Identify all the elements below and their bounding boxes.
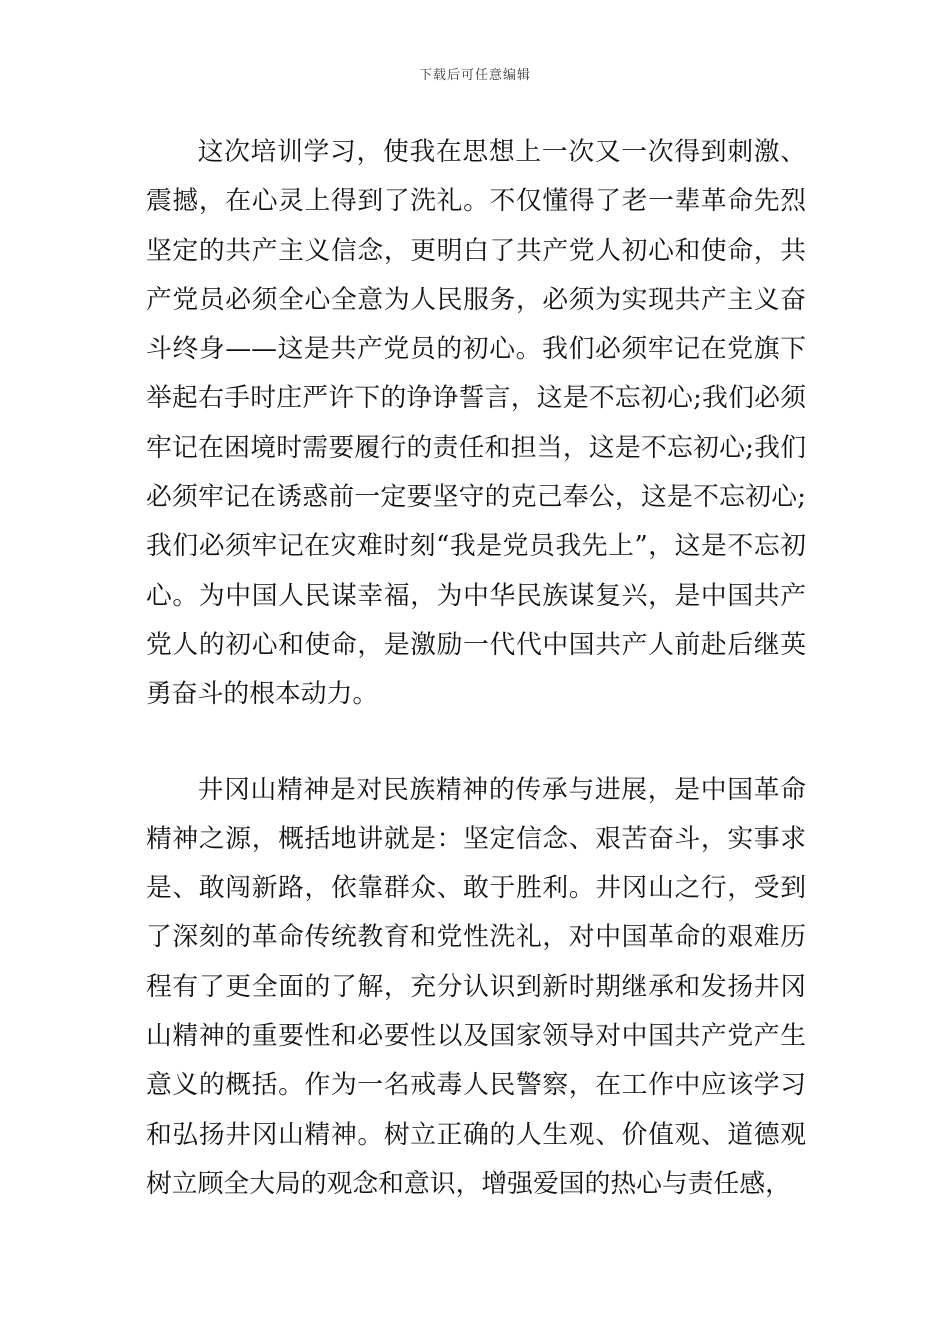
paragraph-1: 这次培训学习，使我在思想上一次又一次得到刺激、震撼，在心灵上得到了洗礼。不仅懂得了老一辈革命先烈坚定的共产主义信念，更明白了共产党人初心和使命，共产党员必须全心全意为人民服务，必须为实现共产主义奋斗终身——这是共产党员的初心。我们必须牢记在党旗下举起右手时庄严许下的诤诤誓言，这是不忘初心;我们必须牢记在困境时需要履行的责任和担当，这是不忘初心;我们必须牢记在诱惑前一定要坚守的克己奉公，这是不忘初心;我们必须牢记在灾难时刻“我是党员我先上”，这是不忘初心。为中国人民谋幸福，为中华民族谋复兴，是中国共产党人的初心和使命，是激励一代代中国共产人前赴后继英勇奋斗的根本动力。 — [146, 137, 806, 710]
paragraph-2: 井冈山精神是对民族精神的传承与进展，是中国革命精神之源，概括地讲就是：坚定信念、艰苦奋斗，实事求是、敢闯新路，依靠群众、敢于胜利。井冈山之行，受到了深刻的革命传统教育和党性洗礼，对中国革命的艰难历程有了更全面的了解，充分认识到新时期继承和发扬井冈山精神的重要性和必要性以及国家领导对中国共产党产生意义的概括。作为一名戒毒人民警察，在工作中应该学习和弘扬井冈山精神。树立正确的人生观、价值观、道德观树立顾全大局的观念和意识，增强爱国的热心与责任感， — [146, 774, 806, 1199]
header-note: 下载后可任意编辑 — [418, 68, 531, 83]
document-body — [146, 128, 806, 1209]
